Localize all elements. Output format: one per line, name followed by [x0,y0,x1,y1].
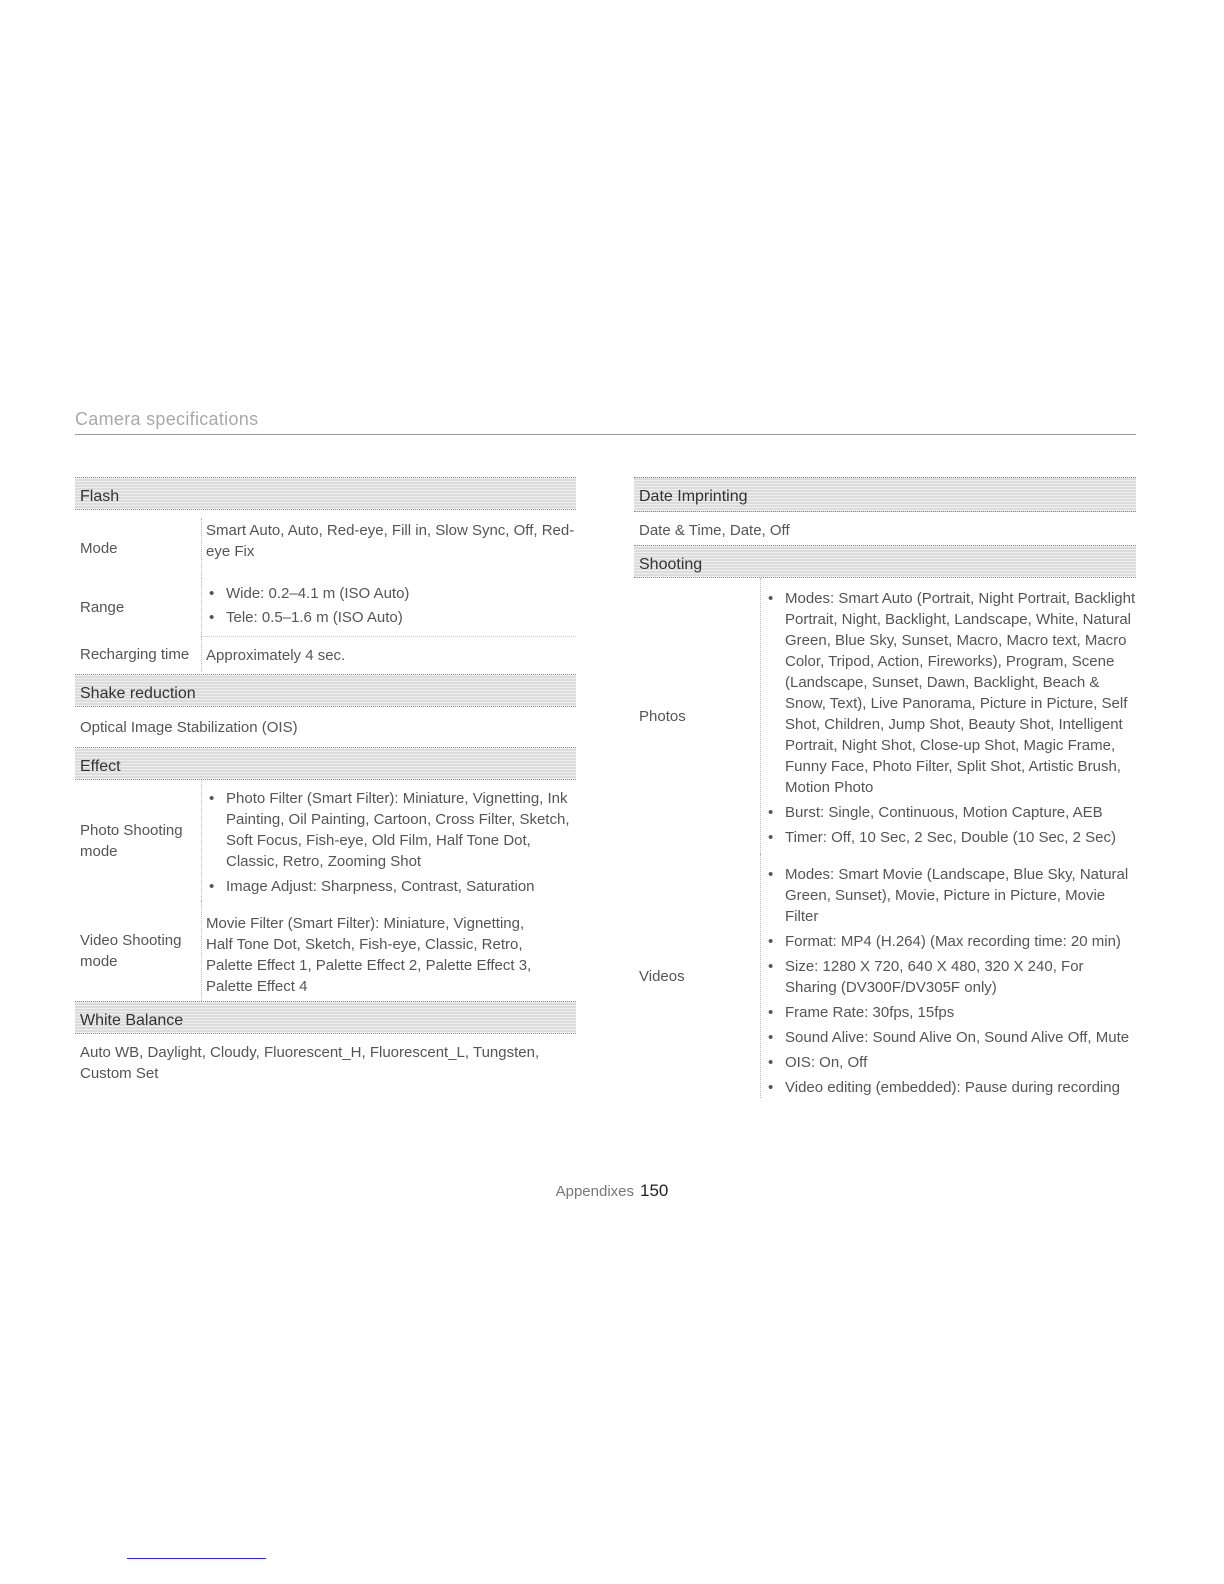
videos-item: • OIS: On, Off [765,1052,1136,1077]
flash-section-header: Flash [75,477,576,510]
right-column [634,477,1136,1098]
page-footer [0,1181,1224,1201]
videos-item: • Sound Alive: Sound Alive On, Sound Alive Off, Mute [765,1027,1136,1052]
photos-item: • Timer: Off, 10 Sec, 2 Sec, Double (10 Sec, 2 Sec) [765,827,1136,848]
page-number: 150 [640,1181,669,1200]
photo-shooting-item: • Image Adjust: Sharpness, Contrast, Saturation [206,876,576,897]
shooting-section-header: Shooting [634,545,1136,578]
videos-item: • Size: 1280 X 720, 640 X 480, 320 X 240, For Sharing (DV300F/DV305F only) [765,956,1136,1002]
videos-item: • Video editing (embedded): Pause during recording [765,1077,1136,1098]
photos-row [634,578,1136,854]
header-divider [75,434,1136,435]
flash-mode-row [75,518,576,578]
flash-recharge-value: Approximately 4 sec. [201,637,576,672]
photos-list [765,588,1136,848]
date-imprinting-section-header: Date Imprinting [634,477,1136,512]
video-shooting-label: Video Shooting mode [80,932,182,970]
photos-item: • Modes: Smart Auto (Portrait, Night Portrait, Backlight Portrait, Night, Backlight, Landscape, White, Natural Green, Blue Sky, Sunset, Macro, Macro text, Macro Color, Tripod, Action, Fireworks), Program, Scene (Landscape, Sunset, Dawn, Backlight, Beach & Snow, Text), Live Panorama, Picture in Picture, Self Shot, Children, Jump Shot, Beauty Shot, Intelligent Portrait, Night Shot, Close-up Shot, Magic Frame, Funny Face, Photo Filter, Split Shot, Artistic Brush, Motion Photo [765,588,1136,802]
footer-label: Appendixes [555,1183,635,1200]
video-shooting-value: Movie Filter (Smart Filter): Miniature, Vignetting, Half Tone Dot, Sketch, Fish-eye, Classic, Retro, Palette Effect 1, Palette Effect 2, Palette Effect 3, Palette Effect 4 [201,901,576,1001]
videos-item: • Format: MP4 (H.264) (Max recording time: 20 min) [765,931,1136,956]
bottom-link-underline [127,1558,266,1559]
photos-label: Photos [639,707,686,725]
flash-range-item: • Wide: 0.2–4.1 m (ISO Auto) [206,582,576,606]
left-column [75,477,576,1084]
photo-shooting-item: • Photo Filter (Smart Filter): Miniature, Vignetting, Ink Painting, Oil Painting, Cartoon, Cross Filter, Sketch, Soft Focus, Fish-eye, Old Film, Half Tone Dot, Classic, Retro, Zooming Shot [206,788,576,876]
video-shooting-row [75,901,576,1001]
white-balance-value: Auto WB, Daylight, Cloudy, Fluorescent_H, Fluorescent_L, Tungsten, Custom Set [80,1044,540,1082]
videos-row [634,854,1136,1098]
page-header-title: Camera specifications [75,409,259,429]
flash-range-row [75,578,576,637]
flash-range-list [206,582,576,630]
photo-shooting-label: Photo Shooting mode [80,821,183,860]
videos-label: Videos [639,967,685,985]
photo-shooting-row [75,780,576,901]
flash-recharge-row [75,637,576,672]
flash-recharge-label: Recharging time [80,646,190,663]
date-imprinting-value: Date & Time, Date, Off [639,522,790,539]
shake-section-header: Shake reduction [75,674,576,707]
videos-item: • Modes: Smart Movie (Landscape, Blue Sky, Natural Green, Sunset), Movie, Picture in Picture, Movie Filter [765,864,1136,931]
flash-mode-label: Mode [80,539,118,557]
flash-range-item: • Tele: 0.5–1.6 m (ISO Auto) [206,606,576,630]
videos-item: • Frame Rate: 30fps, 15fps [765,1002,1136,1027]
white-balance-section-header: White Balance [75,1001,576,1034]
flash-mode-value: Smart Auto, Auto, Red-eye, Fill in, Slow Sync, Off, Red-eye Fix [201,518,576,578]
videos-list [765,864,1136,1098]
photos-item: • Burst: Single, Continuous, Motion Capture, AEB [765,802,1136,827]
photo-shooting-list [206,788,576,897]
flash-range-label: Range [80,599,125,616]
effect-section-header: Effect [75,747,576,780]
shake-value: Optical Image Stabilization (OIS) [80,719,298,736]
